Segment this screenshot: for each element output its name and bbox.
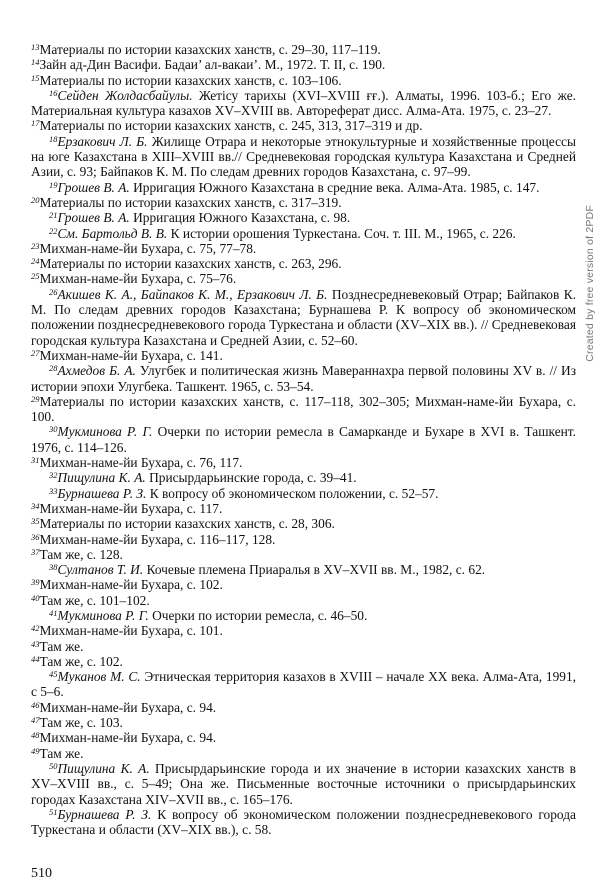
footnote-number: 50 (49, 760, 58, 771)
footnote-item (31, 363, 576, 394)
footnote-item (31, 348, 576, 363)
footnote-number: 34 (31, 500, 40, 511)
footnote-text: Этническая территория казахов в XVIII – начале XX века. Алма-Ата, 1991, с 5–6. (31, 669, 576, 700)
footnote-text: Присырдарьинские города, с. 39–41. (149, 470, 357, 486)
footnote-item (31, 547, 576, 562)
footnote-item (31, 486, 576, 501)
footnote-text: Кочевые племена Приаралья в XV–XVII вв. М., 1982, с. 62. (146, 562, 486, 578)
footnote-text: Михман-наме-йи Бухара, с. 94. (39, 699, 217, 715)
footnote-number: 18 (49, 133, 58, 144)
footnote-text: Материалы по истории казахских ханств, с. 28, 306. (39, 516, 335, 532)
footnote-author: Ахмедов Б. А. (57, 363, 136, 379)
footnote-number: 24 (31, 256, 40, 267)
footnote-number: 17 (31, 118, 40, 129)
footnote-item (31, 210, 576, 225)
watermark-text: Created by free version of 2PDF (583, 205, 596, 362)
footnote-item (31, 88, 576, 119)
footnote-item (31, 42, 576, 57)
footnote-number: 45 (49, 669, 58, 680)
footnote-author: Акишев К. А., Байпаков К. М., Ерзакович Л. Б. (57, 286, 328, 302)
footnote-item (31, 501, 576, 516)
footnote-number: 42 (31, 623, 40, 634)
footnote-text: Михман-наме-йи Бухара, с. 102. (39, 577, 223, 593)
footnote-text: Там же, с. 128. (39, 546, 123, 562)
footnote-author: Пищулина К. А. (57, 470, 146, 486)
footnote-number: 38 (49, 562, 58, 573)
footnote-item (31, 730, 576, 745)
footnote-number: 19 (49, 179, 58, 190)
footnote-text: Там же. (39, 638, 84, 654)
footnote-text: Там же, с. 102. (39, 653, 123, 669)
footnote-number: 20 (31, 194, 40, 205)
footnote-text: К вопросу об экономическом положении, с. 52–57. (149, 485, 439, 501)
footnote-author: Грошев В. А. (57, 179, 130, 195)
footnote-item (31, 608, 576, 623)
footnote-author: Сейден Жолдасбайулы. (57, 87, 193, 103)
footnote-text: Жилище Отрара и некоторые этнокультурные и хозяйственные процессы на юге Казахстана в XIII–XVIII вв.// Средневековая городская культура Казахстана и Средней Азии, с. 93; Байпаков К. М. По следам древних городов Казахстана, с. 97–99. (31, 133, 576, 180)
footnote-item (31, 271, 576, 286)
footnote-author: Султанов Т. И. (57, 562, 144, 578)
footnote-item (31, 700, 576, 715)
footnote-item (31, 669, 576, 700)
footnote-text: Материалы по истории казахских ханств, с. 117–118, 302–305; Михман-наме-йи Бухара, с. 100. (31, 393, 576, 425)
footnote-text: К истории орошения Туркестана. Соч. т. III. М., 1965, с. 226. (170, 225, 516, 241)
footnote-text: Михман-наме-йи Бухара, с. 101. (39, 623, 223, 639)
footnote-author: Муканов М. С. (57, 669, 141, 685)
page-number: 510 (31, 866, 52, 881)
footnote-number: 15 (31, 72, 40, 83)
footnote-item (31, 241, 576, 256)
footnote-author: Пищулина К. А. (57, 760, 150, 776)
footnote-number: 32 (49, 470, 58, 481)
footnote-text: Материалы по истории казахских ханств, с. 245, 313, 317–319 и др. (39, 118, 423, 134)
footnote-number: 27 (31, 347, 40, 358)
footnote-item (31, 118, 576, 133)
footnote-number: 23 (31, 240, 40, 251)
footnote-text: Михман-наме-йи Бухара, с. 75, 77–78. (39, 240, 257, 256)
footnote-item (31, 654, 576, 669)
footnote-item (31, 532, 576, 547)
footnote-text: Позднесредневековый Отрар; Байпаков К. М. По следам древних городов Казахстана; Бурнашева Р. К вопросу об экономическом положении позднесредневекового города Туркестана и области (XV–XIX вв.). // Средневековая городская культура Казахстана и Средней Азии, с. 52–60. (31, 286, 576, 348)
footnote-list (31, 42, 576, 837)
footnote-number: 35 (31, 516, 40, 527)
footnote-number: 48 (31, 730, 40, 741)
footnote-item (31, 577, 576, 592)
footnote-text: Материалы по истории казахских ханств, с. 263, 296. (39, 256, 342, 272)
footnote-text: Михман-наме-йи Бухара, с. 117. (39, 500, 223, 516)
footnote-text: Михман-наме-йи Бухара, с. 141. (39, 347, 223, 363)
footnote-text: К вопросу об экономическом положении позднесредневекового города Туркестана и области (XV–XIX вв.), с. 58. (31, 806, 576, 838)
footnote-text: Материалы по истории казахских ханств, с. 317–319. (39, 194, 342, 210)
footnote-number: 36 (31, 531, 40, 542)
footnote-number: 16 (49, 87, 58, 98)
footnote-item (31, 746, 576, 761)
footnote-author: Мукминова Р. Г. (57, 607, 149, 623)
footnote-text: Очерки по истории ремесла в Самарканде и Бухаре в XVI в. Ташкент. 1976, с. 114–126. (31, 424, 576, 455)
footnote-item (31, 761, 576, 807)
footnote-number: 30 (49, 424, 58, 435)
footnote-text: Там же, с. 103. (39, 715, 123, 731)
footnote-number: 33 (49, 485, 58, 496)
footnote-item (31, 470, 576, 485)
footnote-number: 29 (31, 393, 40, 404)
footnote-item (31, 593, 576, 608)
footnote-number: 28 (49, 363, 58, 374)
footnote-text: Михман-наме-йи Бухара, с. 116–117, 128. (39, 531, 276, 547)
footnote-number: 37 (31, 546, 40, 557)
footnote-author: Мукминова Р. Г. (57, 424, 153, 440)
footnote-number: 51 (49, 806, 58, 817)
footnote-text: Присырдарьинские города и их значение в истории казахских ханств в XV–XVIII вв., с. 5–49; Она же. Письменные восточные источники о присырдарьинских городах Казахстана XIV–XVII вв., с. 165–176. (31, 760, 576, 807)
footnote-item (31, 57, 576, 72)
footnote-text: Там же, с. 101–102. (39, 592, 150, 608)
footnote-number: 26 (49, 286, 58, 297)
footnote-text: Улугбек и политическая жизнь Мавераннахра первой половины XV в. // Из истории эпохи Улугбека. Ташкент. 1965, с. 53–54. (31, 363, 576, 394)
footnote-text: Михман-наме-йи Бухара, с. 94. (39, 730, 217, 746)
footnote-number: 39 (31, 577, 40, 588)
footnote-item (31, 715, 576, 730)
footnote-text: Очерки по истории ремесла, с. 46–50. (152, 607, 368, 623)
footnote-text: Михман-наме-йи Бухара, с. 75–76. (39, 271, 237, 287)
footnote-number: 47 (31, 715, 40, 726)
footnote-number: 43 (31, 638, 40, 649)
footnote-item (31, 195, 576, 210)
footnote-text: Там же. (39, 745, 84, 761)
footnote-number: 13 (31, 42, 40, 52)
footnote-item (31, 226, 576, 241)
footnote-number: 21 (49, 210, 58, 221)
footnote-item (31, 639, 576, 654)
footnote-text: Жетiсу тарихы (XVI–XVIII ғғ.). Алматы, 1996. 103-б.; Его же. Материальная культура казахов XV–XVIII вв. Автореферат дисс. Алма-Ата. 1975, с. 23–27. (31, 87, 576, 119)
footnote-item (31, 562, 576, 577)
footnote-item (31, 807, 576, 838)
footnote-item (31, 73, 576, 88)
footnote-number: 25 (31, 271, 40, 282)
footnote-item (31, 623, 576, 638)
footnote-number: 40 (31, 592, 40, 603)
footnote-text: Ирригация Южного Казахстана в средние века. Алма-Ата. 1985, с. 147. (133, 179, 540, 195)
footnote-item (31, 134, 576, 180)
footnote-text: Ирригация Южного Казахстана, с. 98. (133, 210, 351, 226)
footnote-author: Бурнашева Р. З. (57, 485, 147, 501)
footnote-number: 41 (49, 607, 58, 618)
footnote-item (31, 287, 576, 348)
footnote-author: Грошев В. А. (57, 210, 130, 226)
footnote-item (31, 424, 576, 455)
footnote-text: Михман-наме-йи Бухара, с. 76, 117. (39, 455, 243, 471)
footnote-text: Зайн ад-Дин Васифи. Бадаи’ ал-вакаи’. М., 1972. Т. II, с. 190. (39, 57, 386, 73)
footnote-text: Материалы по истории казахских ханств, с. 29–30, 117–119. (39, 42, 381, 57)
footnote-number: 22 (49, 225, 58, 236)
footnote-author: Бурнашева Р. З. (57, 806, 152, 822)
footnote-item (31, 256, 576, 271)
footnote-author: Ерзакович Л. Б. (57, 133, 148, 149)
footnote-item (31, 516, 576, 531)
footnote-number: 14 (31, 57, 40, 68)
footnote-item (31, 180, 576, 195)
footnote-number: 46 (31, 699, 40, 710)
footnote-item (31, 455, 576, 470)
footnote-author: См. Бартольд В. В. (57, 225, 168, 241)
footnote-number: 44 (31, 653, 40, 664)
footnote-number: 31 (31, 455, 40, 466)
footnote-number: 49 (31, 745, 40, 756)
footnote-text: Материалы по истории казахских ханств, с. 103–106. (39, 72, 342, 88)
footnote-item (31, 394, 576, 425)
